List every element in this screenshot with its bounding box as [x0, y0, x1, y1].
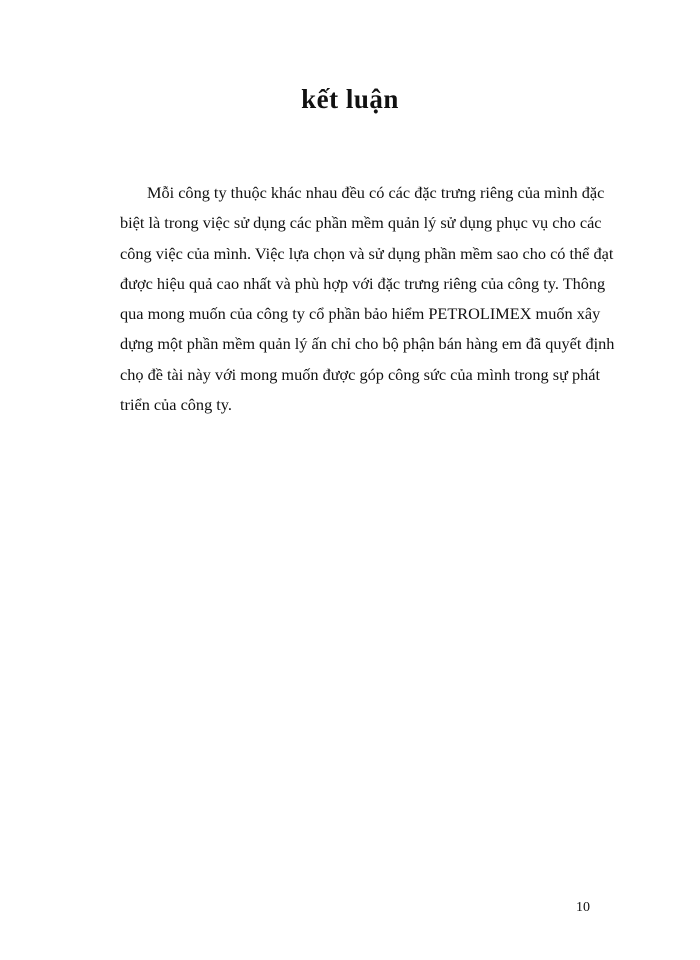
paragraph-line: được hiệu quả cao nhất và phù hợp với đặc trưng riêng của công ty. Thông: [120, 273, 606, 293]
paragraph-line: công việc của mình. Việc lựa chọn và sử dụng phần mềm sao cho có thể đạt: [120, 243, 614, 263]
paragraph-line: qua mong muốn của công ty cổ phần bảo hiểm PETROLIMEX muốn xây: [120, 304, 601, 324]
paragraph-line: Mỗi công ty thuộc khác nhau đều có các đặc trưng riêng của mình đặc: [147, 183, 605, 202]
paragraph-line: biệt là trong việc sử dụng các phần mềm quản lý sử dụng phục vụ cho các: [120, 213, 602, 233]
page-title: kết luận: [301, 84, 399, 114]
paragraph-line: chọ đề tài này với mong muốn được góp công sức của mình trong sự phát: [120, 364, 601, 384]
paragraph-line: dựng một phần mềm quản lý ấn chỉ cho bộ phận bán hàng em đã quyết định: [120, 334, 615, 354]
page-number: 10: [576, 900, 590, 915]
paragraph-line: triển của công ty.: [120, 395, 232, 415]
body-paragraph: [120, 178, 615, 420]
